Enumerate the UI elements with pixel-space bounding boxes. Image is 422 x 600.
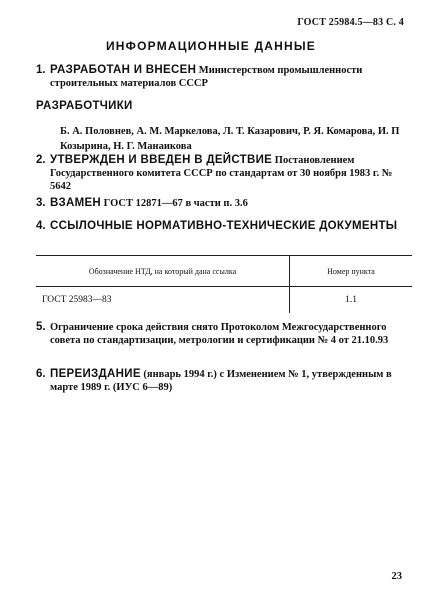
table-row	[36, 287, 412, 314]
reference-table	[36, 255, 412, 313]
item-3	[36, 197, 412, 210]
column-header-document: Обозначение НТД, на который дана ссылка	[36, 256, 290, 287]
item-lead: УТВЕРЖДЕН И ВВЕДЕН В ДЕЙСТВИЕ	[50, 154, 273, 166]
item-number: 1.	[36, 64, 46, 76]
item-number: 5.	[36, 321, 46, 333]
item-5	[36, 321, 412, 347]
document-header: ГОСТ 25984.5—83 С. 4	[297, 17, 404, 28]
page-title: ИНФОРМАЦИОННЫЕ ДАННЫЕ	[105, 39, 317, 53]
item-text: ГОСТ 12871—67 в части п. 3.6	[103, 198, 248, 209]
item-2	[36, 154, 412, 193]
table-header-row	[36, 256, 412, 287]
item-number: 4.	[36, 220, 46, 232]
page-number: 23	[391, 571, 402, 582]
cell-clause: 1.1	[345, 295, 357, 305]
item-text: Постановлением Государственного комитета СССР по стандартам от 30 ноября 1983 г. № 5642	[50, 155, 393, 192]
item-1	[36, 64, 412, 90]
item-lead: РАЗРАБОТАН И ВНЕСЕН	[50, 64, 197, 76]
item-lead: ВЗАМЕН	[50, 197, 102, 209]
item-lead: ССЫЛОЧНЫЕ НОРМАТИВНО-ТЕХНИЧЕСКИЕ ДОКУМЕНТЫ	[50, 220, 398, 232]
item-text: Ограничение срока действия снято Протоколом Межгосударственного совета по стандартизации, метрологии и сертификации № 4 от 21.10.93	[50, 322, 389, 346]
item-number: 6.	[36, 368, 46, 380]
column-header-clause: Номер пункта	[290, 256, 413, 287]
item-text: (январь 1994 г.) с Изменением № 1, утвержденным в марте 1989 г. (ИУС 6—89)	[50, 369, 392, 393]
item-4	[36, 220, 412, 233]
item-6	[36, 368, 412, 394]
item-text: Министерством промышленности строительных материалов СССР	[50, 65, 363, 89]
item-number: 3.	[36, 197, 46, 209]
developers-heading: РАЗРАБОТЧИКИ	[36, 100, 133, 112]
cell-document: ГОСТ 25983—83	[36, 287, 290, 314]
developers-list: Б. А. Половнев, А. М. Маркелова, Л. Т. Казарович, Р. Я. Комарова, И. П Козырина, Н. Г. Манаикова	[60, 126, 400, 152]
item-lead: ПЕРЕИЗДАНИЕ	[50, 368, 141, 380]
item-number: 2.	[36, 154, 46, 166]
